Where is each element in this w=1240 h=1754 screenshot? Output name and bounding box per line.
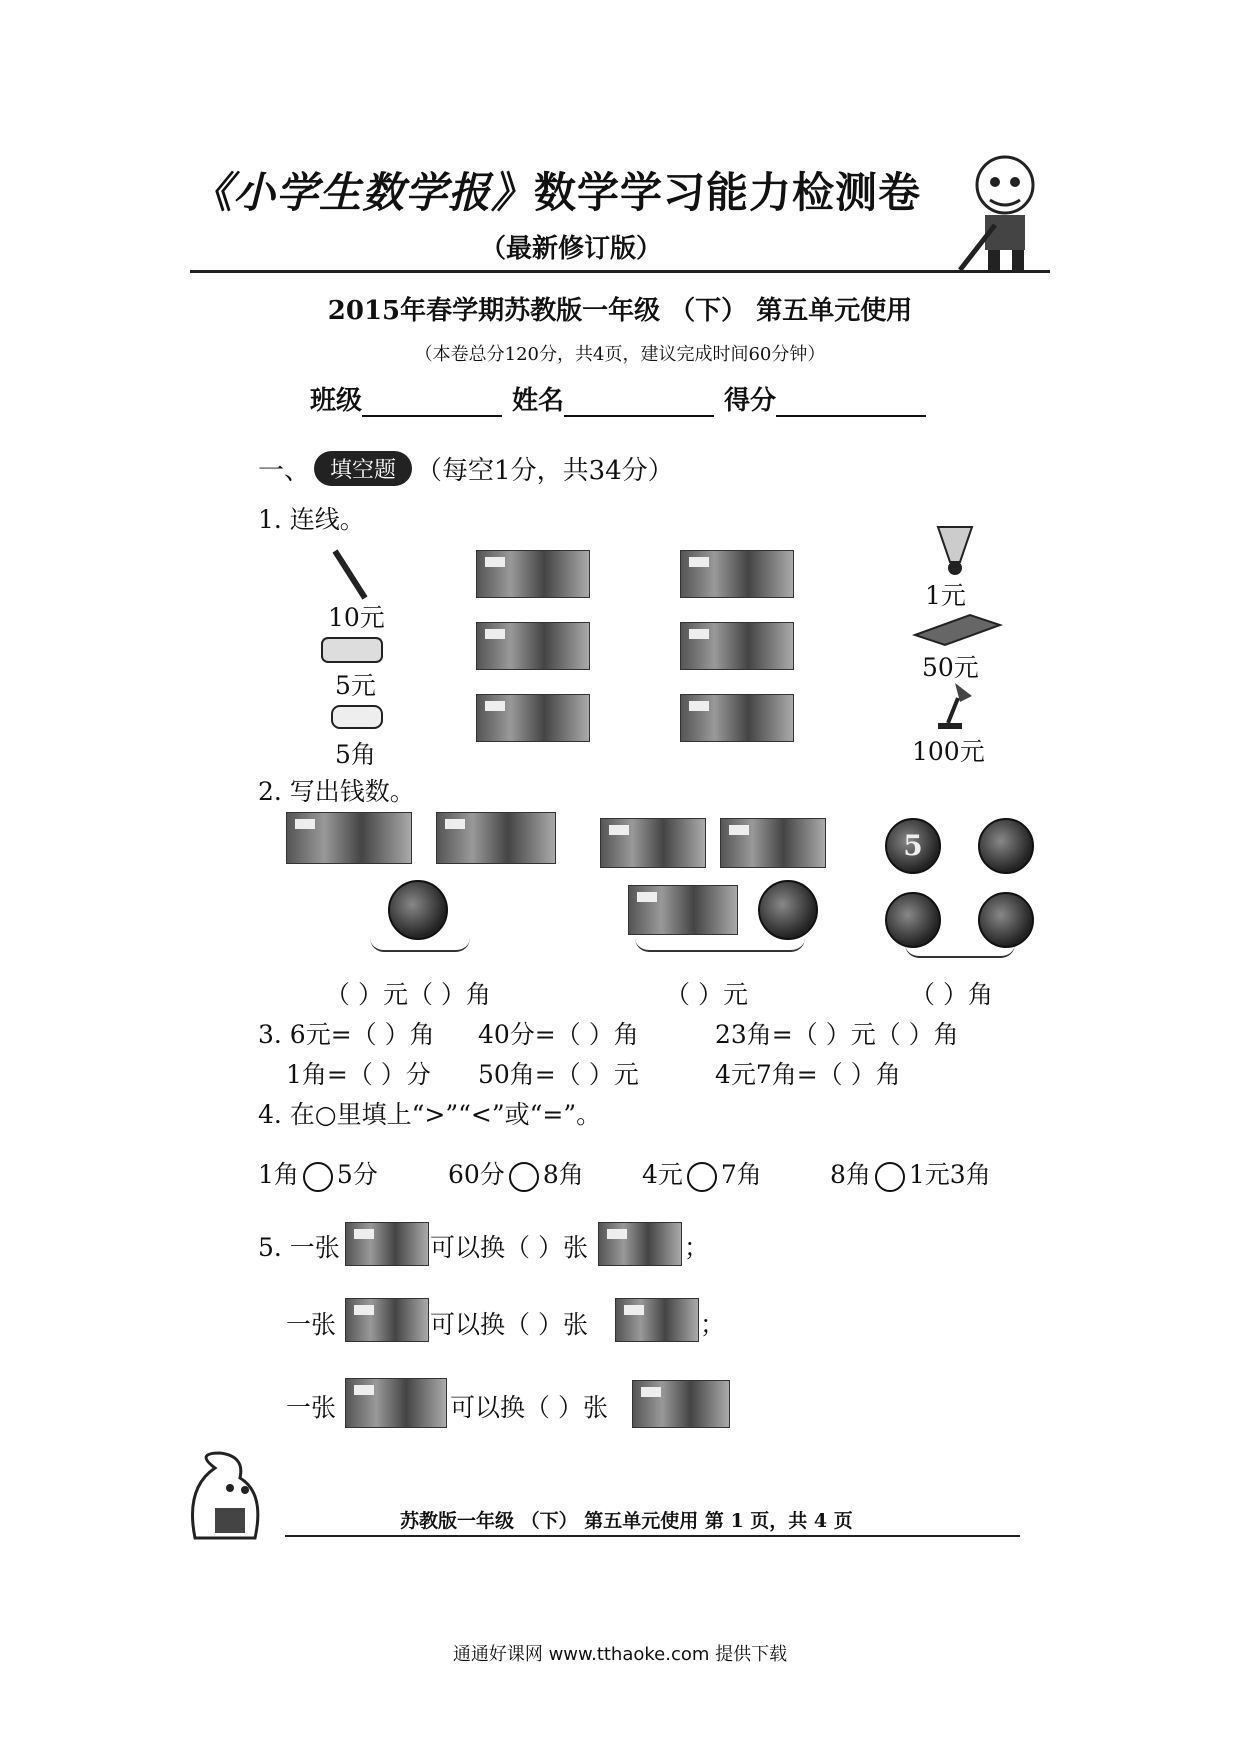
banknote-image bbox=[345, 1222, 429, 1266]
book-icon bbox=[910, 610, 1005, 650]
price-shuttlecock: 1元 bbox=[925, 581, 966, 610]
banknote-image bbox=[286, 812, 412, 864]
title-rest: 数学学习能力检测卷 bbox=[534, 168, 922, 217]
q3-item[interactable]: 1角=（ ）分 bbox=[286, 1060, 431, 1089]
compare-circle[interactable] bbox=[509, 1162, 539, 1192]
newspaper-brand: 《小学生数学报》 bbox=[190, 168, 535, 217]
class-label: 班级 bbox=[310, 386, 363, 416]
q3-item[interactable]: 3. 6元=（ ）角 bbox=[258, 1020, 435, 1049]
q2-answer-2[interactable]: （ ）元 bbox=[665, 980, 748, 1009]
q4-right: 1元3角 bbox=[908, 1160, 991, 1189]
class-field[interactable] bbox=[310, 380, 502, 417]
banknote-image bbox=[680, 550, 794, 598]
price-lamp: 100元 bbox=[912, 737, 985, 766]
price-book: 50元 bbox=[922, 653, 979, 682]
header-divider bbox=[190, 270, 1050, 273]
q5-prefix: 一张 bbox=[286, 1310, 337, 1339]
q4-left: 1角 bbox=[258, 1160, 299, 1189]
name-field[interactable] bbox=[512, 380, 714, 417]
q3-item[interactable]: 40分=（ ）角 bbox=[478, 1020, 639, 1049]
banknote-image bbox=[598, 1222, 682, 1266]
group-brace bbox=[370, 930, 470, 952]
coin-5-jiao-image: 5 bbox=[885, 818, 941, 874]
pen-icon bbox=[330, 548, 370, 603]
name-blank[interactable] bbox=[564, 389, 714, 417]
compare-circle[interactable] bbox=[875, 1162, 905, 1192]
q4-right: 8角 bbox=[542, 1160, 584, 1189]
price-pencil-case: 5元 bbox=[335, 671, 376, 700]
banknote-image bbox=[680, 622, 794, 670]
footer-info: 苏教版一年级 （下） 第五单元使用 第 1 页，共 4 页 bbox=[400, 1510, 853, 1532]
banknote-image bbox=[632, 1380, 730, 1428]
banknote-image bbox=[345, 1298, 429, 1342]
q4-item bbox=[830, 1155, 991, 1192]
price-eraser: 5角 bbox=[335, 740, 376, 769]
name-label: 姓名 bbox=[512, 386, 565, 416]
class-blank[interactable] bbox=[362, 389, 502, 417]
banknote-image bbox=[476, 622, 590, 670]
desk-lamp-icon bbox=[930, 678, 980, 733]
q1-label: 1. 连线。 bbox=[258, 505, 365, 534]
q4-label: 4. 在○里填上“>”“<”或“=”。 bbox=[258, 1100, 602, 1129]
q2-answer-3[interactable]: （ ）角 bbox=[910, 980, 993, 1009]
exam-subtitle: 2015年春学期苏教版一年级 （下） 第五单元使用 bbox=[327, 296, 913, 326]
q4-left: 60分 bbox=[448, 1160, 505, 1189]
q5-suffix: ； bbox=[684, 1233, 710, 1262]
banknote-image bbox=[615, 1298, 699, 1342]
q5-exchange[interactable]: 可以换（ ）张 bbox=[430, 1233, 588, 1262]
banknote-image bbox=[600, 818, 706, 868]
q3-item[interactable]: 4元7角=（ ）角 bbox=[715, 1060, 901, 1089]
coin-image bbox=[978, 818, 1034, 874]
q3-item[interactable]: 23角=（ ）元（ ）角 bbox=[715, 1020, 959, 1049]
price-pen: 10元 bbox=[328, 603, 385, 632]
download-watermark: 通通好课网 www.tthaoke.com 提供下载 bbox=[452, 1644, 788, 1665]
score-blank[interactable] bbox=[776, 389, 926, 417]
q4-item bbox=[642, 1155, 762, 1192]
q4-item bbox=[258, 1155, 378, 1192]
student-info-fields bbox=[310, 380, 926, 417]
compare-circle[interactable] bbox=[687, 1162, 717, 1192]
banknote-image bbox=[720, 818, 826, 868]
q5-prefix: 5. 一张 bbox=[258, 1233, 340, 1262]
q5-suffix: ； bbox=[700, 1310, 726, 1339]
score-label: 得分 bbox=[724, 386, 777, 416]
banknote-image bbox=[476, 694, 590, 742]
squirrel-mascot-icon bbox=[185, 1448, 275, 1543]
q4-item bbox=[448, 1155, 584, 1192]
banknote-image bbox=[345, 1378, 447, 1428]
section-points: （每空1分，共34分） bbox=[416, 456, 674, 486]
exam-note: （本卷总分120分，共4页，建议完成时间60分钟） bbox=[414, 344, 826, 365]
group-brace bbox=[635, 930, 805, 952]
q3-item[interactable]: 50角=（ ）元 bbox=[478, 1060, 639, 1089]
q5-exchange[interactable]: 可以换（ ）张 bbox=[450, 1393, 608, 1422]
score-field[interactable] bbox=[724, 380, 926, 417]
pencil-case-icon bbox=[318, 630, 388, 670]
q4-left: 8角 bbox=[830, 1160, 871, 1189]
pencil-mascot-icon bbox=[950, 150, 1060, 275]
compare-circle[interactable] bbox=[303, 1162, 333, 1192]
footer-divider bbox=[285, 1535, 1020, 1537]
q5-exchange[interactable]: 可以换（ ）张 bbox=[430, 1310, 588, 1339]
edition-label: （最新修订版） bbox=[480, 234, 663, 264]
q4-right: 5分 bbox=[336, 1160, 378, 1189]
banknote-image bbox=[628, 885, 738, 935]
eraser-icon bbox=[328, 700, 388, 735]
q4-left: 4元 bbox=[642, 1160, 683, 1189]
section-heading bbox=[258, 450, 674, 487]
shuttlecock-icon bbox=[930, 522, 980, 577]
group-brace bbox=[905, 936, 1015, 958]
q2-label: 2. 写出钱数。 bbox=[258, 777, 415, 806]
q4-right: 7角 bbox=[720, 1160, 762, 1189]
banknote-image bbox=[476, 550, 590, 598]
section-badge: 填空题 bbox=[314, 451, 412, 486]
paper-title bbox=[190, 160, 921, 220]
q5-prefix: 一张 bbox=[286, 1393, 337, 1422]
section-number: 一、 bbox=[258, 456, 311, 486]
banknote-image bbox=[436, 812, 556, 864]
banknote-image bbox=[680, 694, 794, 742]
q2-answer-1[interactable]: （ ）元（ ）角 bbox=[325, 980, 491, 1009]
